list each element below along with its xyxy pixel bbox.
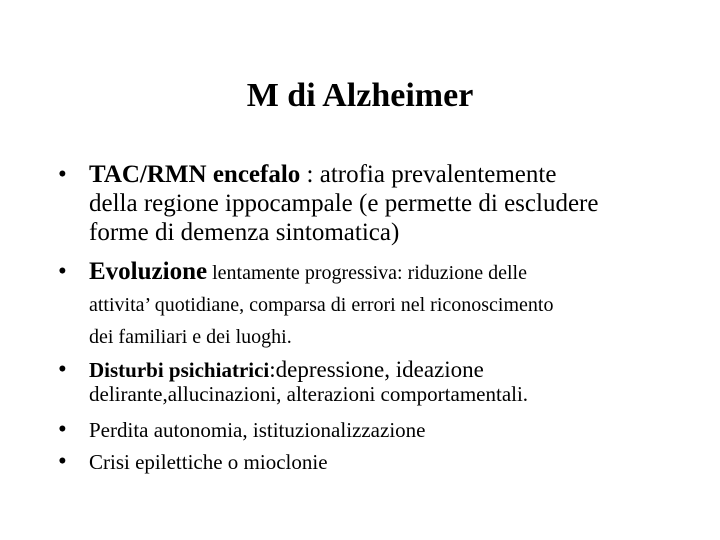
bullet-lead: Disturbi psichiatrici [89, 358, 270, 382]
bullet-line: dei familiari e dei luoghi. [89, 326, 292, 348]
bullet-icon: • [58, 448, 67, 475]
bullet-item-perdita [58, 414, 708, 446]
bullet-line: attivita’ quotidiane, comparsa di errori nel riconoscimento [89, 294, 554, 316]
bullet-text [89, 414, 708, 446]
bullet-line: lentamente progressiva: riduzione delle [207, 262, 527, 284]
bullet-text [89, 256, 708, 353]
bullet-line: della regione ippocampale (e permette di escludere [89, 190, 599, 217]
bullet-icon: • [58, 258, 67, 285]
bullet-lead: TAC/RMN encefalo [89, 161, 301, 188]
bullet-item-crisi [58, 446, 708, 478]
bullet-line: : atrofia prevalentemente [300, 161, 557, 188]
bullet-line: Perdita autonomia, istituzionalizzazione [89, 418, 426, 442]
slide-title: M di Alzheimer [246, 77, 474, 114]
bullet-icon: • [58, 356, 67, 383]
bullet-icon: • [58, 416, 67, 443]
bullet-line: delirante,allucinazioni, alterazioni comportamentali. [89, 382, 529, 406]
bullet-line: Crisi epilettiche o mioclonie [89, 450, 328, 474]
bullet-text [89, 160, 708, 247]
bullet-line: :depressione, ideazione [269, 357, 484, 382]
bullet-item-tac-rmn [58, 160, 708, 247]
bullet-text [89, 358, 708, 406]
bullet-item-evoluzione [58, 256, 708, 353]
bullet-lead: Evoluzione [89, 258, 208, 285]
bullet-text [89, 446, 708, 478]
bullet-item-disturbi [58, 358, 708, 406]
bullet-icon: • [58, 161, 67, 188]
bullet-line: forme di demenza sintomatica) [89, 219, 400, 246]
